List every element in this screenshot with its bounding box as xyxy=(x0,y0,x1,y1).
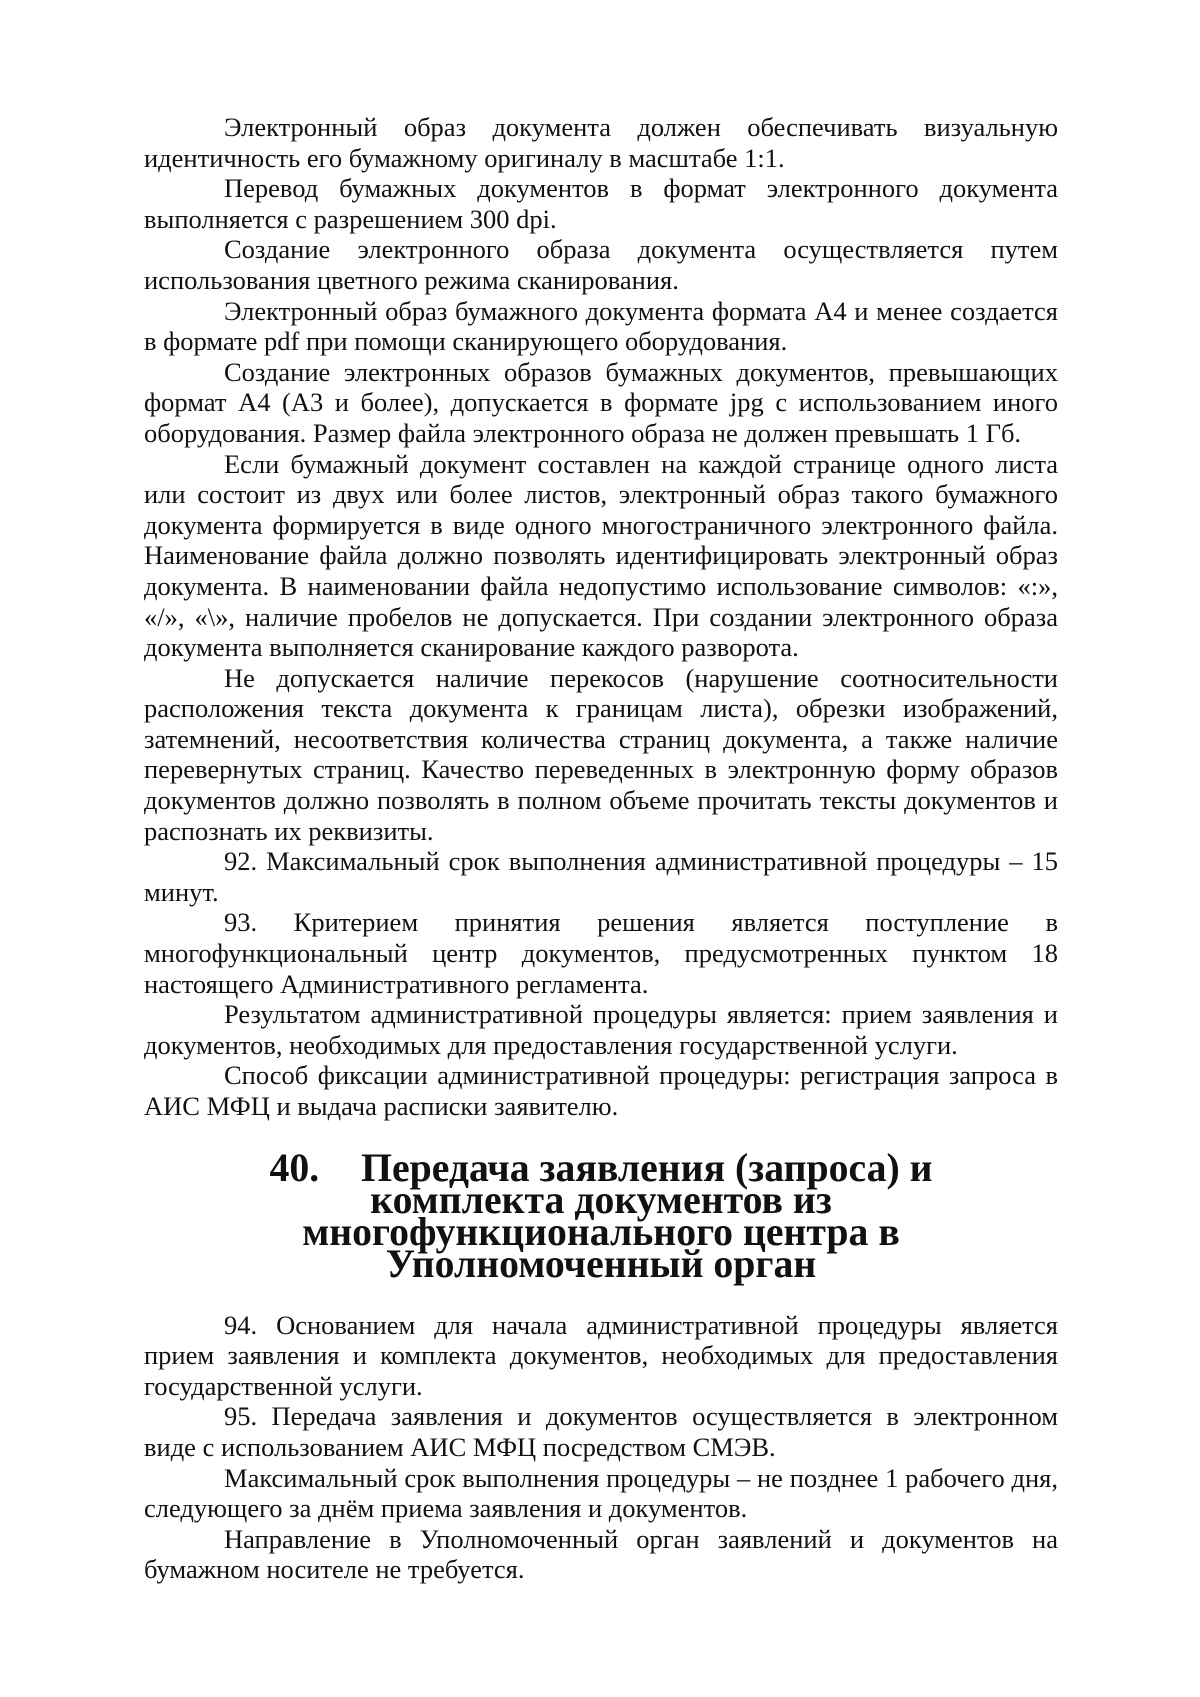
paragraph: Электронный образ бумажного документа формата А4 и менее создается в формате pdf при помощи сканирующего оборудования. xyxy=(144,295,1058,357)
paragraph: Создание электронного образа документа осуществляется путем использования цветного режима сканирования. xyxy=(144,234,1058,295)
section-number: 40. xyxy=(269,1145,320,1190)
paragraph: Направление в Уполномоченный орган заявлений и документов на бумажном носителе не требуется. xyxy=(144,1523,1058,1585)
paragraph: Создание электронных образов бумажных документов, превышающих формат А4 (А3 и более), допускается в формате jpg с использованием иного оборудования. Размер файла электронного образа не должен превышать 1 Гб. xyxy=(144,356,1058,448)
paragraph: Способ фиксации административной процедуры: регистрация запроса в АИС МФЦ и выдача расписки заявителю. xyxy=(144,1060,1058,1121)
section-heading xyxy=(144,1145,1058,1286)
paragraph-item-94: 94. Основанием для начала административной процедуры является прием заявления и комплекта документов, необходимых для предоставления государственной услуги. xyxy=(144,1309,1058,1401)
paragraph: Максимальный срок выполнения процедуры – не позднее 1 рабочего дня, следующего за днём приема заявления и документов. xyxy=(144,1462,1058,1524)
paragraph: Электронный образ документа должен обеспечивать визуальную идентичность его бумажному оригиналу в масштабе 1:1. xyxy=(144,112,1058,173)
paragraph: Результатом административной процедуры является: прием заявления и документов, необходимых для предоставления государственной услуги. xyxy=(144,999,1058,1060)
paragraph: Перевод бумажных документов в формат электронного документа выполняется с разрешением 300 dpi. xyxy=(144,173,1058,234)
document-page xyxy=(144,112,1058,1585)
paragraph-item-93: 93. Критерием принятия решения является поступление в многофункциональный центр документов, предусмотренных пунктом 18 настоящего Административного регламента. xyxy=(144,907,1058,999)
paragraph: Не допускается наличие перекосов (нарушение соотносительности расположения текста документа к границам листа), обрезки изображений, затемнений, несоответствия количества страниц документа, а также наличие перевернутых страниц. Качество переведенных в электронную форму образов документов должно позволять в полном объеме прочитать тексты документов и распознать их реквизиты. xyxy=(144,662,1058,846)
paragraph: Если бумажный документ составлен на каждой странице одного листа или состоит из двух или более листов, электронный образ такого бумажного документа формируется в виде одного многостраничного электронного файла. Наименование файла должно позволять идентифицировать электронный образ документа. В наименовании файла недопустимо использование символов: «:», «/», «\», наличие пробелов не допускается. При создании электронного образа документа выполняется сканирование каждого разворота. xyxy=(144,448,1058,663)
paragraph-item-92: 92. Максимальный срок выполнения административной процедуры – 15 минут. xyxy=(144,846,1058,907)
section-title: Передача заявления (запроса) и комплекта документов из многофункционального центра в Уполномоченный орган xyxy=(302,1145,933,1286)
paragraph-item-95: 95. Передача заявления и документов осуществляется в электронном виде с использованием АИС МФЦ посредством СМЭВ. xyxy=(144,1401,1058,1462)
